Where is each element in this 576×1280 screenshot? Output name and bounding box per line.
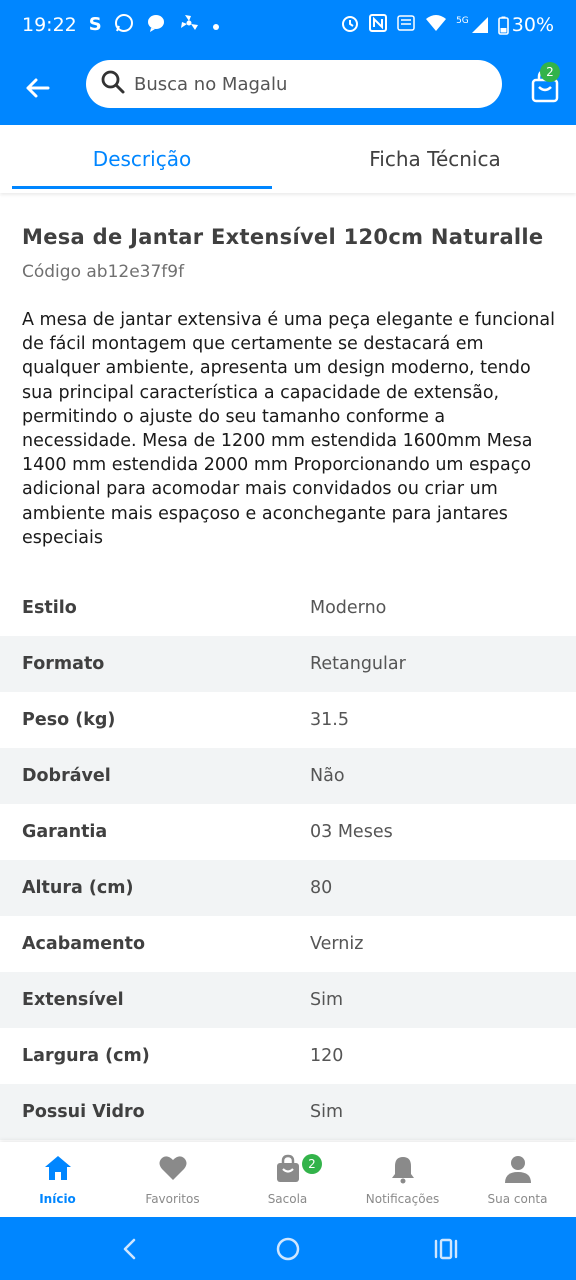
wifi-icon — [425, 14, 447, 37]
home-icon — [0, 1154, 115, 1184]
whatsapp-icon — [114, 13, 134, 38]
bag-icon — [230, 1154, 345, 1184]
spec-row — [0, 972, 576, 1028]
messenger-icon — [146, 13, 166, 38]
nav-favoritos[interactable] — [115, 1142, 230, 1217]
skype-icon: S — [88, 14, 102, 35]
spec-table — [0, 580, 576, 1140]
search-icon — [100, 69, 126, 99]
spec-value: 31.5 — [310, 710, 349, 730]
product-code: Código ab12e37f9f — [22, 262, 185, 282]
sacola-count-badge: 2 — [302, 1154, 322, 1174]
spec-name: Largura (cm) — [22, 1046, 150, 1066]
volte-icon — [396, 13, 416, 38]
spec-name: Acabamento — [22, 934, 146, 954]
spec-name: Peso (kg) — [22, 710, 116, 730]
spec-name: Garantia — [22, 822, 108, 842]
nav-inicio[interactable] — [0, 1142, 115, 1217]
nav-sua-conta[interactable] — [460, 1142, 575, 1217]
spec-name: Altura (cm) — [22, 878, 134, 898]
search-input[interactable]: Busca no Magalu — [134, 73, 288, 95]
system-back-icon[interactable] — [112, 1231, 148, 1267]
spec-row — [0, 1028, 576, 1084]
tab-ficha-tecnica[interactable]: Ficha Técnica — [369, 147, 501, 171]
spec-name: Extensível — [22, 990, 124, 1010]
spec-name: Possui Vidro — [22, 1102, 145, 1122]
system-nav-bar — [0, 1217, 576, 1280]
active-tab-indicator — [12, 186, 272, 189]
nav-label: Notificações — [365, 1192, 440, 1206]
spec-value: Sim — [310, 1102, 344, 1122]
nav-sacola[interactable] — [230, 1142, 345, 1217]
spec-name: Estilo — [22, 598, 77, 618]
spec-value: Moderno — [310, 598, 387, 618]
dot-icon — [212, 14, 220, 36]
spec-row — [0, 860, 576, 916]
battery-level: 30% — [511, 14, 554, 36]
app-header — [0, 50, 576, 125]
alarm-icon — [340, 13, 360, 38]
fan-icon — [178, 13, 200, 38]
back-arrow-icon[interactable] — [20, 70, 56, 106]
heart-icon — [115, 1154, 230, 1184]
nav-notificacoes[interactable] — [345, 1142, 460, 1217]
spec-row — [0, 580, 576, 636]
tab-bar — [0, 125, 576, 193]
system-home-icon[interactable] — [270, 1231, 306, 1267]
product-title: Mesa de Jantar Extensível 120cm Naturalle — [22, 225, 544, 249]
search-bar[interactable] — [86, 60, 502, 108]
spec-row — [0, 692, 576, 748]
nav-label: Início — [39, 1192, 76, 1206]
nav-label: Sacola — [267, 1192, 308, 1206]
status-bar — [0, 0, 576, 50]
tab-descricao[interactable]: Descrição — [92, 147, 192, 171]
spec-value: Verniz — [310, 934, 364, 954]
spec-row — [0, 804, 576, 860]
product-description: A mesa de jantar extensiva é uma peça elegante e funcional de fácil montagem que certamente se destacará em qualquer ambiente, apresenta um design moderno, tendo sua principal característica a capacidade de extensão, permitindo o ajuste do seu tamanho conforme a necessidade. Mesa de 1200 mm estendida 1600mm Mesa 1400 mm estendida 2000 mm Proporcionando um espaço adicional para acomodar mais convidados ou criar um ambiente mais espaçoso e aconchegante para jantares especiais — [22, 310, 555, 548]
system-recents-icon[interactable] — [428, 1231, 464, 1267]
spec-row — [0, 748, 576, 804]
user-icon — [460, 1154, 575, 1184]
spec-value: Retangular — [310, 654, 406, 674]
spec-row — [0, 916, 576, 972]
nav-label: Sua conta — [487, 1192, 548, 1206]
spec-value: 120 — [310, 1046, 344, 1066]
spec-name: Dobrável — [22, 766, 111, 786]
bell-icon — [345, 1154, 460, 1184]
spec-row — [0, 636, 576, 692]
spec-value: Não — [310, 766, 345, 786]
spec-value: 03 Meses — [310, 822, 393, 842]
nfc-icon — [369, 14, 387, 37]
spec-value: Sim — [310, 990, 344, 1010]
nav-label: Favoritos — [145, 1192, 200, 1206]
spec-row — [0, 1084, 576, 1140]
battery-icon — [498, 14, 554, 36]
cart-count-badge: 2 — [540, 62, 560, 82]
spec-value: 80 — [310, 878, 333, 898]
clock: 19:22 — [22, 14, 77, 36]
spec-name: Formato — [22, 654, 105, 674]
bottom-nav — [0, 1142, 576, 1217]
signal-5g-icon: 5G — [456, 16, 489, 34]
